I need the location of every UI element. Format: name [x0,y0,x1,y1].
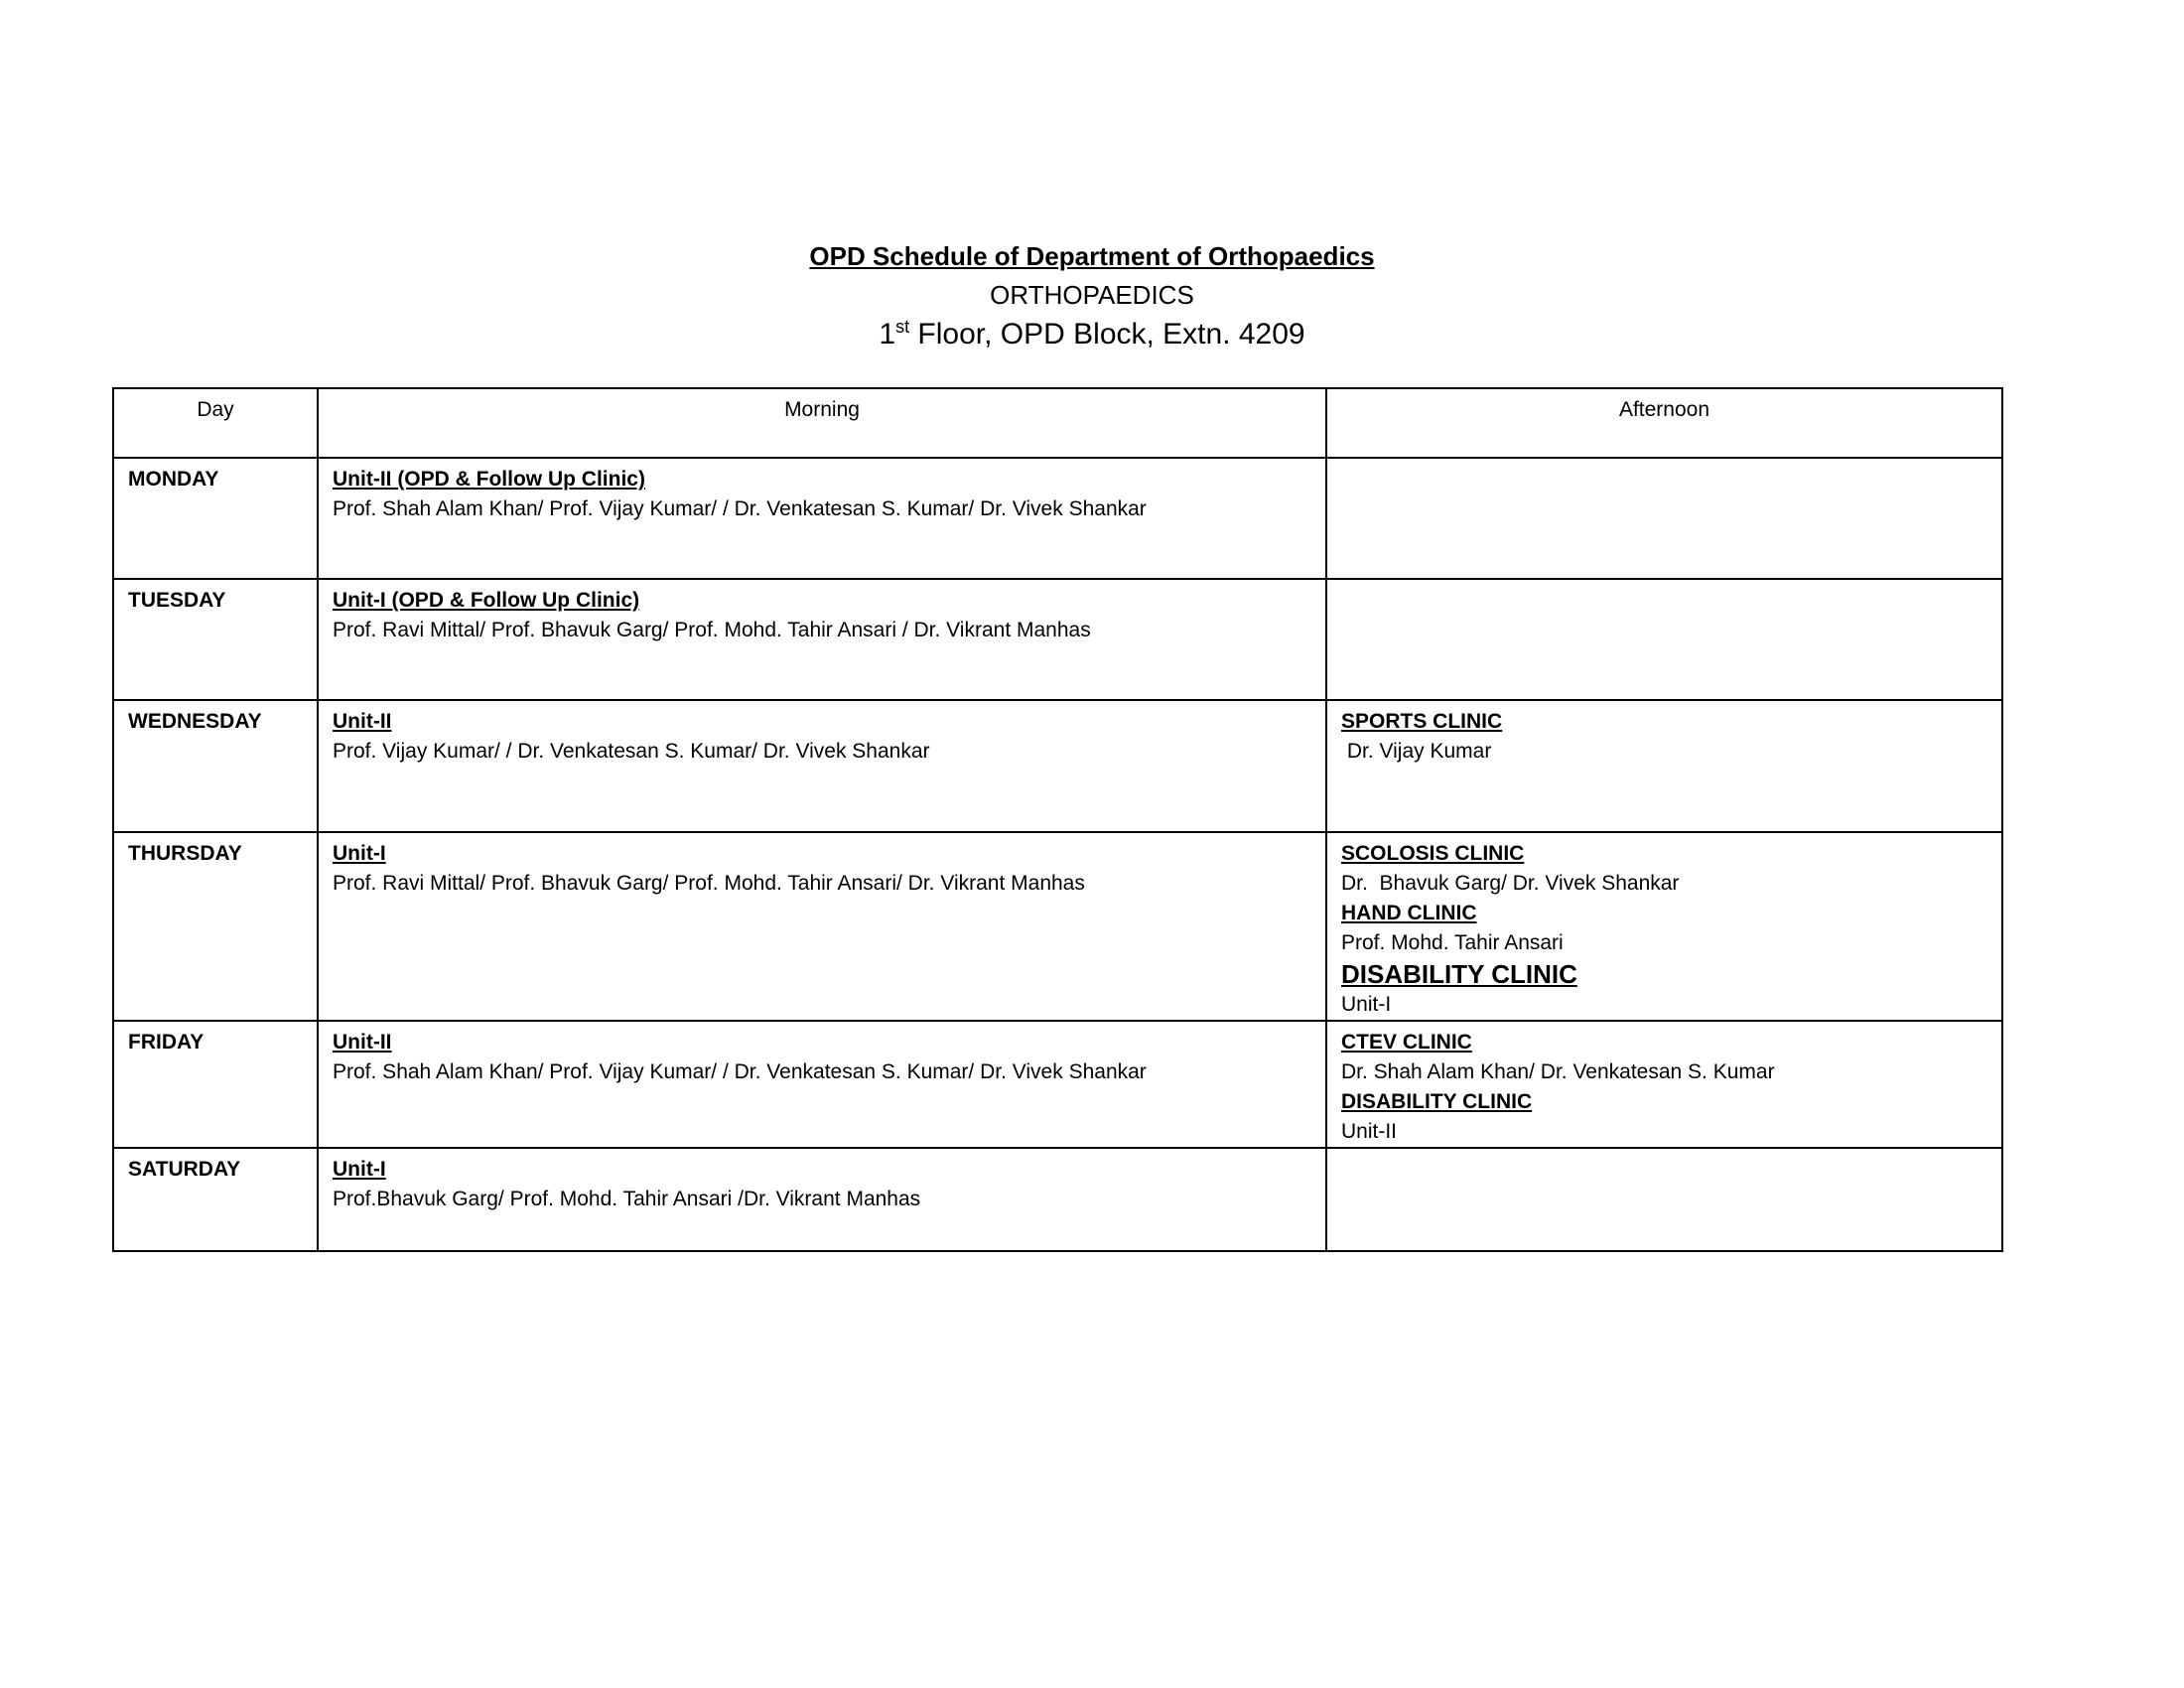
clinic-heading: SPORTS CLINIC [1341,710,1503,733]
column-header-morning: Morning [318,388,1326,458]
clinic-heading: CTEV CLINIC [1341,1031,1472,1054]
clinic-staff: Prof. Mohd. Tahir Ansari [1341,931,1564,954]
afternoon-cell [1326,1148,2002,1251]
unit-heading: Unit-I [333,842,386,865]
page-title: OPD Schedule of Department of Orthopaedics [809,241,1375,271]
clinic-staff: Unit-I [1341,993,1392,1016]
table-header-row [113,388,2002,458]
staff-list: Prof. Shah Alam Khan/ Prof. Vijay Kumar/ / Dr. Venkatesan S. Kumar/ Dr. Vivek Shankar [333,497,1147,520]
day-cell: SATURDAY [113,1148,318,1251]
location-floor-suffix: st [895,317,910,337]
staff-list: Prof. Shah Alam Khan/ Prof. Vijay Kumar/ / Dr. Venkatesan S. Kumar/ Dr. Vivek Shankar [333,1060,1147,1083]
table-row-thursday [113,832,2002,1021]
clinic-heading: HAND CLINIC [1341,902,1477,924]
morning-cell [318,832,1326,1021]
unit-heading: Unit-II [333,1031,392,1054]
day-cell: TUESDAY [113,579,318,700]
document-header [0,236,2184,355]
morning-cell [318,700,1326,832]
clinic-staff: Dr. Shah Alam Khan/ Dr. Venkatesan S. Kumar [1341,1060,1775,1083]
table-row-wednesday [113,700,2002,832]
department-subtitle: ORTHOPAEDICS [990,280,1194,310]
opd-schedule-table [112,387,2003,1252]
unit-heading: Unit-I [333,1158,386,1181]
table-row-monday [113,458,2002,579]
clinic-heading: DISABILITY CLINIC [1341,1090,1533,1113]
clinic-staff: Dr. Vijay Kumar [1341,740,1492,763]
staff-list: Prof. Ravi Mittal/ Prof. Bhavuk Garg/ Prof. Mohd. Tahir Ansari/ Dr. Vikrant Manhas [333,872,1085,895]
staff-list: Prof. Vijay Kumar/ / Dr. Venkatesan S. Kumar/ Dr. Vivek Shankar [333,740,930,763]
afternoon-cell [1326,458,2002,579]
afternoon-cell [1326,579,2002,700]
column-header-afternoon: Afternoon [1326,388,2002,458]
morning-cell [318,1148,1326,1251]
clinic-staff: Dr. Bhavuk Garg/ Dr. Vivek Shankar [1341,872,1680,895]
day-cell: MONDAY [113,458,318,579]
day-cell: FRIDAY [113,1021,318,1148]
location-line [0,314,2184,355]
afternoon-cell [1326,832,2002,1021]
morning-cell [318,1021,1326,1148]
unit-heading: Unit-II [333,710,392,733]
table-row-tuesday [113,579,2002,700]
table-row-saturday [113,1148,2002,1251]
clinic-heading: SCOLOSIS CLINIC [1341,842,1525,865]
day-cell: THURSDAY [113,832,318,1021]
location-floor-number: 1 [879,318,896,351]
location-details: Floor, OPD Block, Extn. 4209 [909,318,1305,351]
clinic-staff: Unit-II [1341,1120,1398,1143]
staff-list: Prof.Bhavuk Garg/ Prof. Mohd. Tahir Ansari /Dr. Vikrant Manhas [333,1188,921,1210]
day-cell: WEDNESDAY [113,700,318,832]
column-header-day: Day [113,388,318,458]
unit-heading: Unit-I (OPD & Follow Up Clinic) [333,589,640,612]
clinic-heading: DISABILITY CLINIC [1341,959,1577,989]
unit-heading: Unit-II (OPD & Follow Up Clinic) [333,468,645,491]
afternoon-cell [1326,1021,2002,1148]
afternoon-cell [1326,700,2002,832]
morning-cell [318,579,1326,700]
staff-list: Prof. Ravi Mittal/ Prof. Bhavuk Garg/ Prof. Mohd. Tahir Ansari / Dr. Vikrant Manhas [333,619,1091,641]
morning-cell [318,458,1326,579]
table-row-friday [113,1021,2002,1148]
